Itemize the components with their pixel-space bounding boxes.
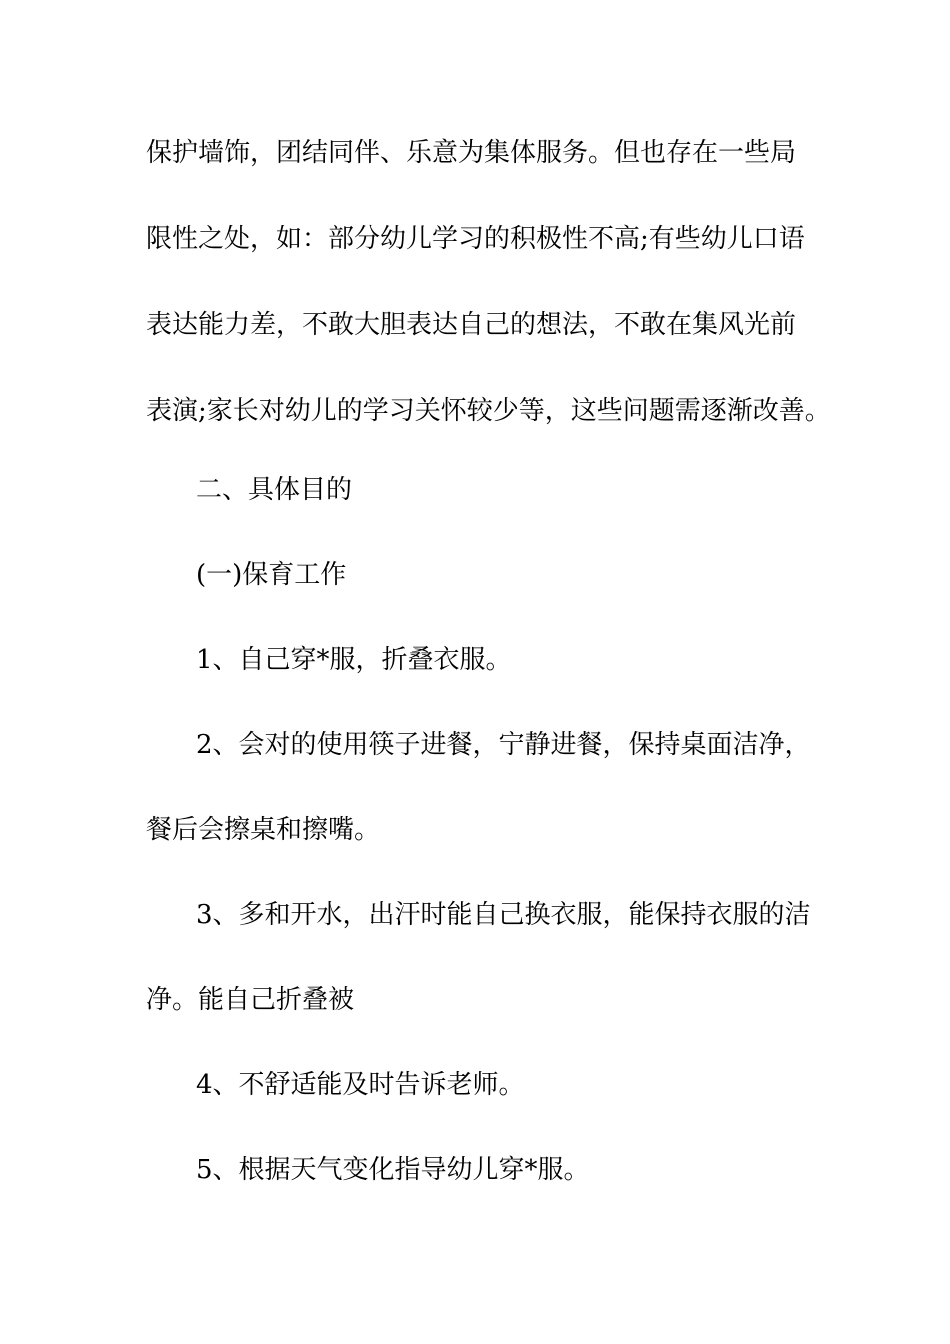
paragraph-line: 保护墙饰，团结同伴、乐意为集体服务。但也存在一些局 <box>146 138 797 168</box>
list-item: 1、自己穿*服，折叠衣服。 <box>196 645 512 675</box>
list-item: 3、多和开水，出汗时能自己换衣服，能保持衣服的洁 <box>196 900 811 930</box>
list-item: 4、不舒适能及时告诉老师。 <box>196 1070 525 1100</box>
list-item: 5、根据天气变化指导幼儿穿*服。 <box>196 1155 590 1185</box>
paragraph-line: 表演;家长对幼儿的学习关怀较少等，这些问题需逐渐改善。 <box>146 396 831 426</box>
section-heading: 二、具体目的 <box>196 475 353 505</box>
paragraph-line: 表达能力差，不敢大胆表达自己的想法，不敢在集风光前 <box>146 310 797 340</box>
paragraph-line: 限性之处，如：部分幼儿学习的积极性不高;有些幼儿口语 <box>146 224 805 254</box>
list-item-continuation: 餐后会擦桌和擦嘴。 <box>146 815 381 845</box>
list-item-continuation: 净。能自己折叠被 <box>146 985 355 1015</box>
subsection-heading: (一)保育工作 <box>196 560 347 590</box>
list-item: 2、会对的使用筷子进餐，宁静进餐，保持桌面洁净， <box>196 730 811 760</box>
